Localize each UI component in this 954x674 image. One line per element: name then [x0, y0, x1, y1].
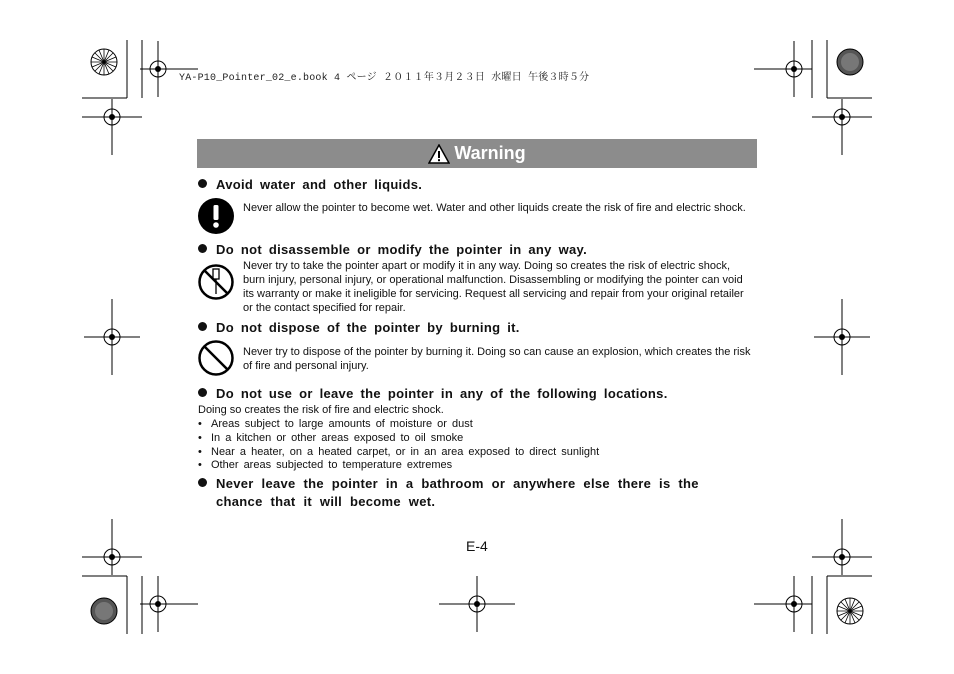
warning-triangle-icon — [428, 144, 450, 164]
final-heading: Never leave the pointer in a bathroom or anywhere else there is the chance that it will become wet. — [198, 475, 718, 511]
prohibited-icon — [197, 339, 235, 377]
item-text: Never try to take the pointer apart or modify it in any way. Doing so creates the risk of electric shock, burn injury, personal injury, or operational malfunction. Disassembling or modifying the pointer can void its warranty or make it ineligible for servicing. Request all servicing and repair from your original retailer or the contact specified for repair. — [243, 260, 744, 314]
bullet-icon — [198, 179, 207, 188]
list-item: • Near a heater, on a heated carpet, or in an area exposed to direct sunlight — [198, 446, 599, 460]
bullet-icon — [198, 478, 207, 487]
registration-target — [814, 99, 870, 155]
density-dial — [837, 49, 863, 75]
locations-heading: Do not use or leave the pointer in any of the following locations. — [198, 386, 668, 401]
registration-target — [84, 519, 140, 575]
bullet-icon — [198, 388, 207, 397]
mandatory-exclamation-icon — [197, 197, 235, 235]
bullet-icon — [198, 322, 207, 331]
locations-list — [198, 418, 599, 473]
locations-intro: Doing so creates the risk of fire and electric shock. — [198, 404, 444, 416]
registration-target — [754, 576, 812, 632]
starburst-dial — [91, 49, 117, 75]
starburst-dial — [837, 598, 863, 624]
item-text: Never allow the pointer to become wet. Water and other liquids create the risk of fire and electric shock. — [243, 202, 746, 214]
print-file-header: YA-P10_Pointer_02_e.book 4 ページ ２０１１年３月２３日 水曜日 午後３時５分 — [179, 73, 590, 84]
banner-title: Warning — [454, 143, 526, 163]
warning-banner — [197, 139, 757, 168]
bullet-icon — [198, 244, 207, 253]
registration-target — [84, 99, 140, 155]
list-item: • Areas subject to large amounts of moisture or dust — [198, 418, 599, 432]
no-disassembly-icon — [197, 263, 235, 301]
item-text: Never try to dispose of the pointer by burning it. Doing so can cause an explosion, which creates the risk of fire and personal injury. — [243, 346, 751, 372]
item-heading: Avoid water and other liquids. — [198, 177, 422, 192]
registration-target — [814, 519, 870, 575]
registration-target — [754, 41, 812, 97]
density-dial — [91, 598, 117, 624]
page-number: E-4 — [466, 538, 488, 554]
item-heading: Do not dispose of the pointer by burning it. — [198, 320, 520, 335]
list-item: • Other areas subjected to temperature extremes — [198, 459, 599, 473]
list-item: • In a kitchen or other areas exposed to oil smoke — [198, 432, 599, 446]
registration-target — [140, 576, 198, 632]
item-heading: Do not disassemble or modify the pointer in any way. — [198, 242, 587, 257]
